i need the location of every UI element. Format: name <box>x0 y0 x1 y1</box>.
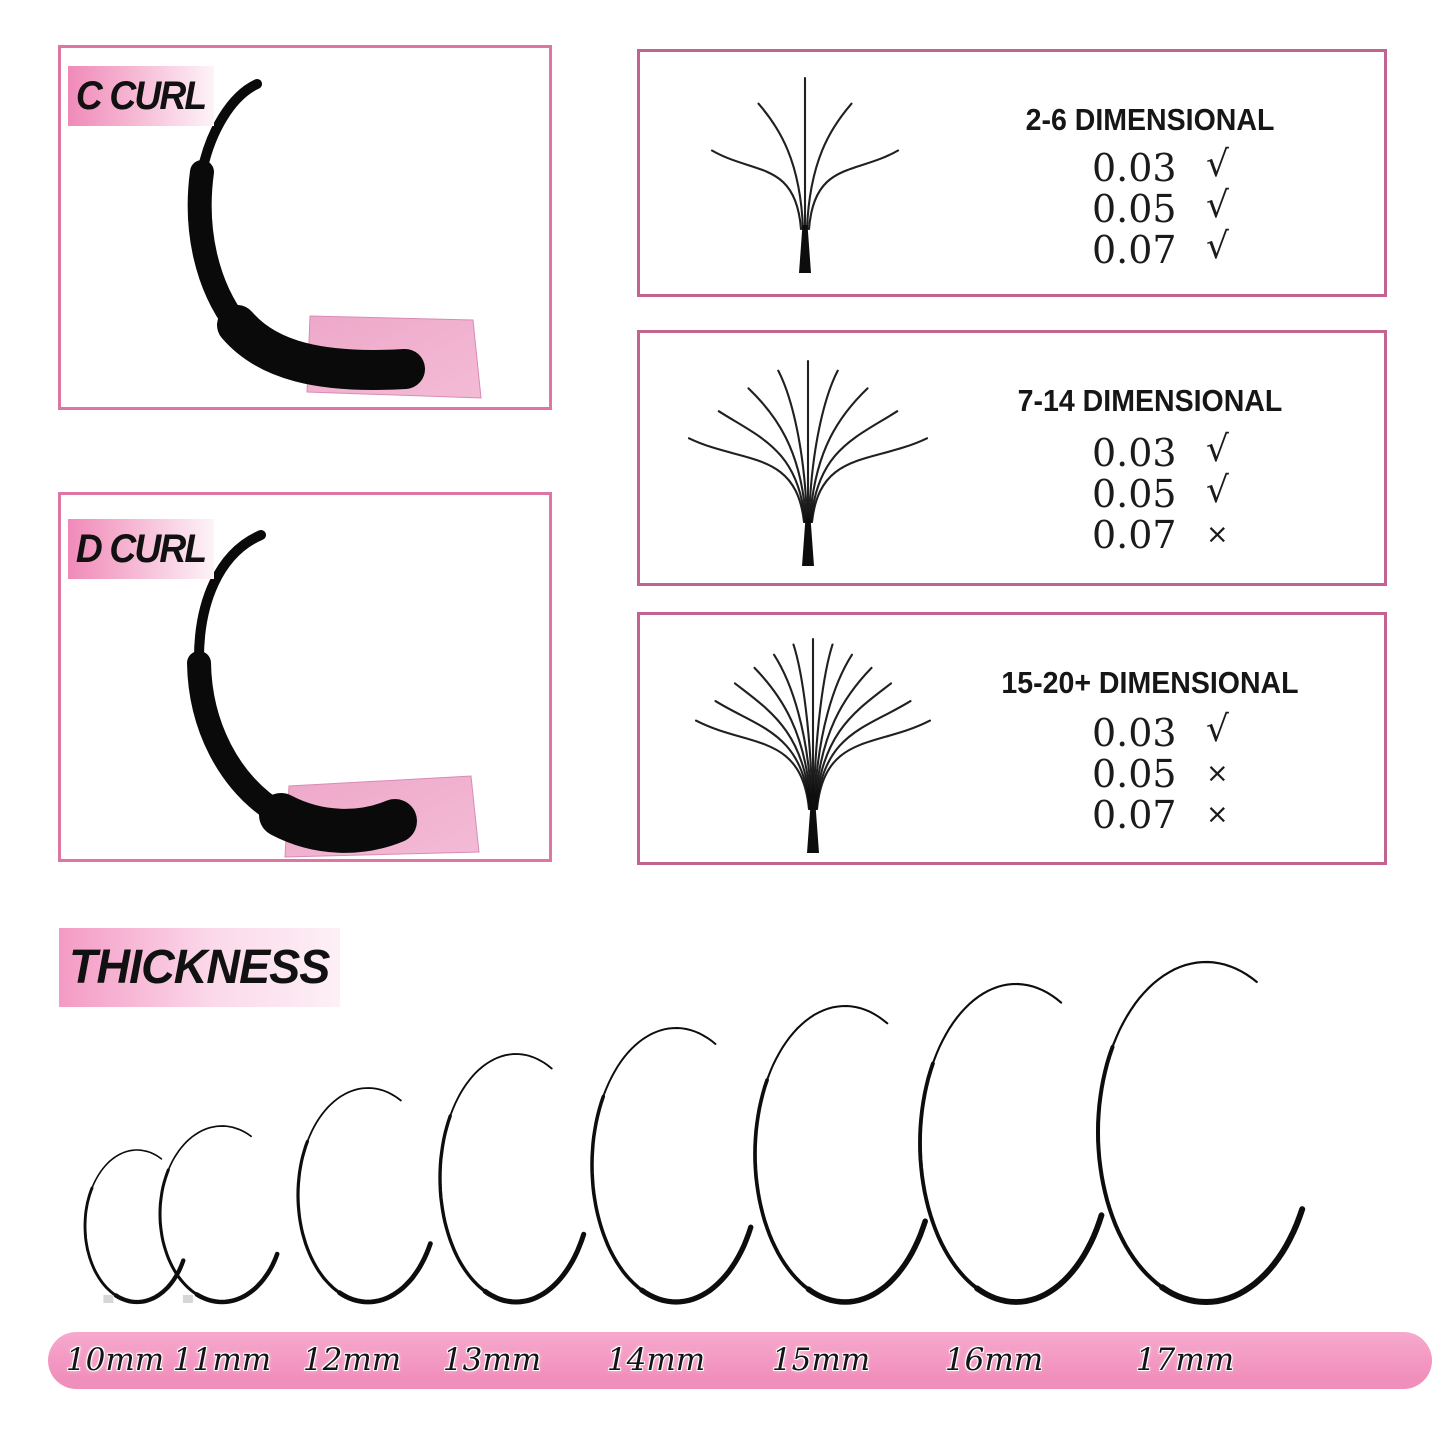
thickness-value: 0.03 <box>1092 711 1177 755</box>
length-label: 10mm <box>65 1342 165 1378</box>
thickness-value: 0.03 <box>1092 431 1177 475</box>
availability-mark: √ <box>1206 144 1229 185</box>
availability-mark: √ <box>1206 709 1229 750</box>
length-label: 13mm <box>442 1342 542 1378</box>
availability-mark: × <box>1206 758 1229 789</box>
availability-mark: √ <box>1206 226 1229 267</box>
dimension-title: 7-14 DIMENSIONAL <box>1017 383 1283 418</box>
d-curl-label-text: D CURL <box>76 526 206 571</box>
thickness-value: 0.03 <box>1092 146 1177 190</box>
thickness-value: 0.05 <box>1092 752 1177 796</box>
thickness-value: 0.05 <box>1092 472 1177 516</box>
availability-mark: × <box>1206 519 1229 550</box>
length-label: 17mm <box>1135 1342 1235 1378</box>
dimension-title: 2-6 DIMENSIONAL <box>1025 102 1275 137</box>
length-ruler-bar <box>48 1332 1432 1389</box>
thickness-value: 0.07 <box>1092 793 1177 837</box>
length-label: 12mm <box>302 1342 402 1378</box>
length-label: 14mm <box>606 1342 706 1378</box>
thickness-value: 0.07 <box>1092 228 1177 272</box>
thickness-value: 0.07 <box>1092 513 1177 557</box>
thickness-value: 0.05 <box>1092 187 1177 231</box>
availability-mark: × <box>1206 799 1229 830</box>
dimension-title: 15-20+ DIMENSIONAL <box>1001 665 1299 700</box>
availability-mark: √ <box>1206 470 1229 511</box>
length-label: 16mm <box>944 1342 1044 1378</box>
length-label: 15mm <box>771 1342 871 1378</box>
availability-mark: √ <box>1206 429 1229 470</box>
d-curl-label <box>68 519 214 579</box>
length-label: 11mm <box>172 1342 272 1378</box>
c-curl-label-text: C CURL <box>76 73 206 118</box>
availability-mark: √ <box>1206 185 1229 226</box>
c-curl-label <box>68 66 214 126</box>
thickness-heading-text: THICKNESS <box>69 941 330 994</box>
